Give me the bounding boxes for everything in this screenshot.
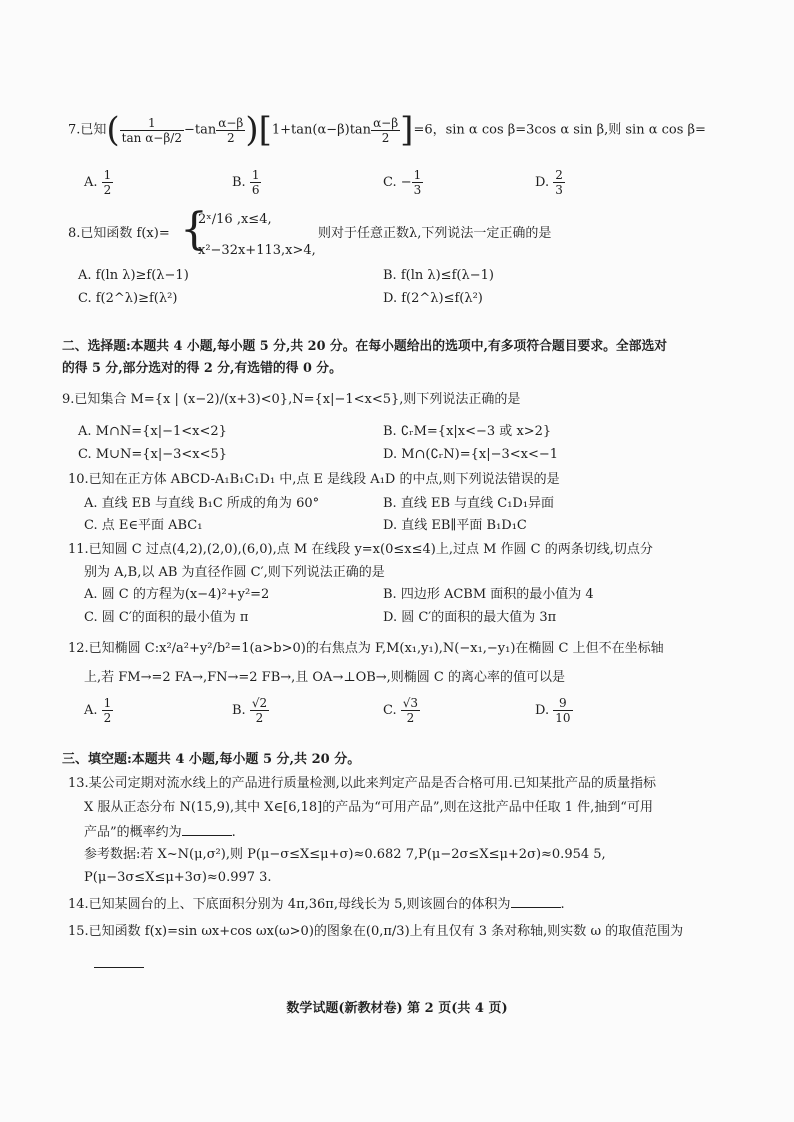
q11-option-d: D. 圆 C′的面积的最大值为 3π <box>383 610 557 625</box>
answer-blank[interactable] <box>511 895 561 908</box>
q12-option-d <box>535 696 573 725</box>
q15-stem: 15.已知函数 f(x)=sin ωx+cos ωx(ω>0)的图象在(0,π/3)上有且仅有 3 条对称轴,则实数 ω 的取值范围为 <box>68 924 684 939</box>
q7-option-c <box>383 168 423 197</box>
answer-blank[interactable] <box>94 955 144 968</box>
q7-tail: =6，sin α cos β=3cos α sin β,则 sin α cos β= <box>413 122 706 138</box>
option-num: 2 <box>555 168 563 182</box>
q7-bracket-text: 1+tan(α−β)tan <box>271 122 372 138</box>
q11-option-b: B. 四边形 ACBM 面积的最小值为 4 <box>383 587 594 602</box>
q7-frac2-num: α−β <box>373 115 399 130</box>
q13-reference-line1: 参考数据:若 X~N(μ,σ²),则 P(μ−σ≤X≤μ+σ)≈0.682 7,P(μ−2σ≤X≤μ+2σ)≈0.954 5, <box>84 847 606 862</box>
page-footer: 数学试题(新教材卷) 第 2 页(共 4 页) <box>286 1001 508 1016</box>
q13-reference-line2: P(μ−3σ≤X≤μ+3σ)≈0.997 3. <box>84 870 272 885</box>
q7-prefix: 7.已知 <box>68 122 107 138</box>
option-den: 2 <box>255 711 264 725</box>
q10-option-c: C. 点 E∈平面 ABC₁ <box>84 518 203 533</box>
q10-option-b: B. 直线 EB 与直线 C₁D₁异面 <box>383 496 555 511</box>
q7-frac1-num: α−β <box>218 115 244 130</box>
q10-option-d: D. 直线 EB∥平面 B₁D₁C <box>383 518 527 533</box>
q12-option-a <box>84 696 113 725</box>
q8-option-c: C. f(2^λ)≥f(λ²) <box>78 291 178 306</box>
q11-option-c: C. 圆 C′的面积的最小值为 π <box>84 610 249 625</box>
q13-line3 <box>84 823 236 841</box>
section3-heading: 三、填空题:本题共 4 小题,每小题 5 分,共 20 分。 <box>62 752 361 767</box>
option-label: C. <box>383 175 397 190</box>
q14-stem <box>68 895 565 913</box>
option-fraction <box>250 168 262 197</box>
bracket-right: ] <box>400 110 414 150</box>
q8-case1: 2ˣ/16 ,x≤4, <box>198 212 272 227</box>
option-den: 2 <box>103 183 112 197</box>
q8-option-b: B. f(ln λ)≤f(λ−1) <box>383 268 494 283</box>
q12-option-c <box>383 696 420 725</box>
q11-line2: 别为 A,B,以 AB 为直径作圆 C′,则下列说法正确的是 <box>84 565 385 580</box>
q8-brace: { <box>180 204 208 255</box>
q7-frac1-den: 2 <box>226 130 235 145</box>
option-num: 1 <box>103 696 112 710</box>
q13-line1: 13.某公司定期对流水线上的产品进行质量检测,以此来判定产品是否合格可用.已知某批产品的质量指标 <box>68 776 656 791</box>
section2-heading-line2: 的得 5 分,部分选对的得 2 分,有选错的得 0 分。 <box>62 361 342 376</box>
q8-prefix: 8.已知函数 f(x)= <box>68 226 170 241</box>
q8-option-d: D. f(2^λ)≤f(λ²) <box>383 291 483 306</box>
option-sign: − <box>400 175 412 190</box>
q12-line1: 12.已知椭圆 C:x²/a²+y²/b²=1(a>b>0)的右焦点为 F,M(x₁,y₁),N(−x₁,−y₁)在椭圆 C 上但不在坐标轴 <box>68 641 664 656</box>
option-label: D. <box>535 703 550 718</box>
q12-line2: 上,若 FM→=2 FA→,FN→=2 FB→,且 OA→⊥OB→,则椭圆 C 的离心率的值可以是 <box>84 670 566 685</box>
option-num: 9 <box>553 696 572 711</box>
option-num: √3 <box>402 696 419 710</box>
option-fraction <box>102 696 114 725</box>
option-num: √2 <box>251 696 268 710</box>
q7-lead-num: 1 <box>120 116 184 131</box>
option-label: D. <box>535 175 550 190</box>
paren-left: ( <box>106 110 120 150</box>
q13-line2: X 服从正态分布 N(15,9),其中 X∈[6,18]的产品为“可用产品”,则在这批产品中任取 1 件,抽到“可用 <box>84 800 653 815</box>
option-label: C. <box>383 703 397 718</box>
option-label: A. <box>84 175 98 190</box>
q14-text: 14.已知某圆台的上、下底面积分别为 4π,36π,母线长为 5,则该圆台的体积为 <box>68 897 511 912</box>
option-den: 2 <box>406 711 415 725</box>
q11-line1: 11.已知圆 C 过点(4,2),(2,0),(6,0),点 M 在线段 y=x(0≤x≤4)上,过点 M 作圆 C 的两条切线,切点分 <box>68 542 653 557</box>
q7-minus-tan: −tan <box>183 122 217 138</box>
q7-option-a <box>84 168 113 197</box>
q9-option-a: A. M∩N={x|−1<x<2} <box>78 424 227 439</box>
q9-option-b: B. ∁ᵣM={x|x<−3 或 x>2} <box>383 424 552 439</box>
q9-option-d: D. M∩(∁ᵣN)={x|−3<x<−1 <box>383 447 559 462</box>
option-den: 10 <box>555 711 571 725</box>
q12-option-b <box>232 696 269 725</box>
q14-end: . <box>560 897 565 912</box>
q9-stem: 9.已知集合 M={x | (x−2)/(x+3)<0},N={x|−1<x<5},则下列说法正确的是 <box>62 392 521 407</box>
q13-line3-text: 产品”的概率约为 <box>84 825 182 840</box>
q13-line3-end: . <box>231 825 236 840</box>
option-fraction <box>102 168 114 197</box>
q7-stem <box>68 110 706 150</box>
option-label: A. <box>84 703 98 718</box>
option-fraction <box>401 696 420 725</box>
bracket-left: [ <box>258 110 272 150</box>
option-fraction <box>250 696 269 725</box>
q8-tail: 则对于任意正数λ,下列说法一定正确的是 <box>318 226 552 241</box>
q9-option-c: C. M∪N={x|−3<x<5} <box>78 447 228 462</box>
option-num: 1 <box>413 168 422 182</box>
option-den: 6 <box>251 183 260 197</box>
q8-case2: x²−32x+113,x>4, <box>198 243 316 258</box>
answer-blank[interactable] <box>182 823 232 836</box>
option-label: B. <box>232 175 246 190</box>
option-den: 2 <box>103 711 112 725</box>
q7-option-b <box>232 168 261 197</box>
section2-heading-line1: 二、选择题:本题共 4 小题,每小题 5 分,共 20 分。在每小题给出的选项中,有多项符合题目要求。全部选对 <box>62 339 668 354</box>
q10-option-a: A. 直线 EB 与直线 B₁C 所成的角为 60° <box>84 496 320 511</box>
paren-right: ) <box>245 110 259 150</box>
option-num: 1 <box>251 168 260 182</box>
q8-option-a: A. f(ln λ)≥f(λ−1) <box>78 268 189 283</box>
option-num: 1 <box>103 168 112 182</box>
q7-frac2 <box>371 116 400 145</box>
q11-option-a: A. 圆 C 的方程为(x−4)²+y²=2 <box>84 587 270 602</box>
option-fraction <box>553 696 572 725</box>
q7-lead-den: tan α−β/2 <box>121 130 182 145</box>
q15-answer-blank[interactable] <box>94 955 144 973</box>
option-den: 3 <box>413 183 422 197</box>
q10-stem: 10.已知在正方体 ABCD-A₁B₁C₁D₁ 中,点 E 是线段 A₁D 的中点,则下列说法错误的是 <box>68 472 560 487</box>
option-label: B. <box>232 703 246 718</box>
option-fraction <box>412 168 424 197</box>
q7-frac2-den: 2 <box>381 130 390 145</box>
q7-lead-fraction <box>120 116 184 145</box>
q7-frac1 <box>216 116 245 145</box>
option-den: 3 <box>555 183 563 197</box>
option-fraction <box>553 168 565 197</box>
q7-option-d <box>535 168 565 197</box>
